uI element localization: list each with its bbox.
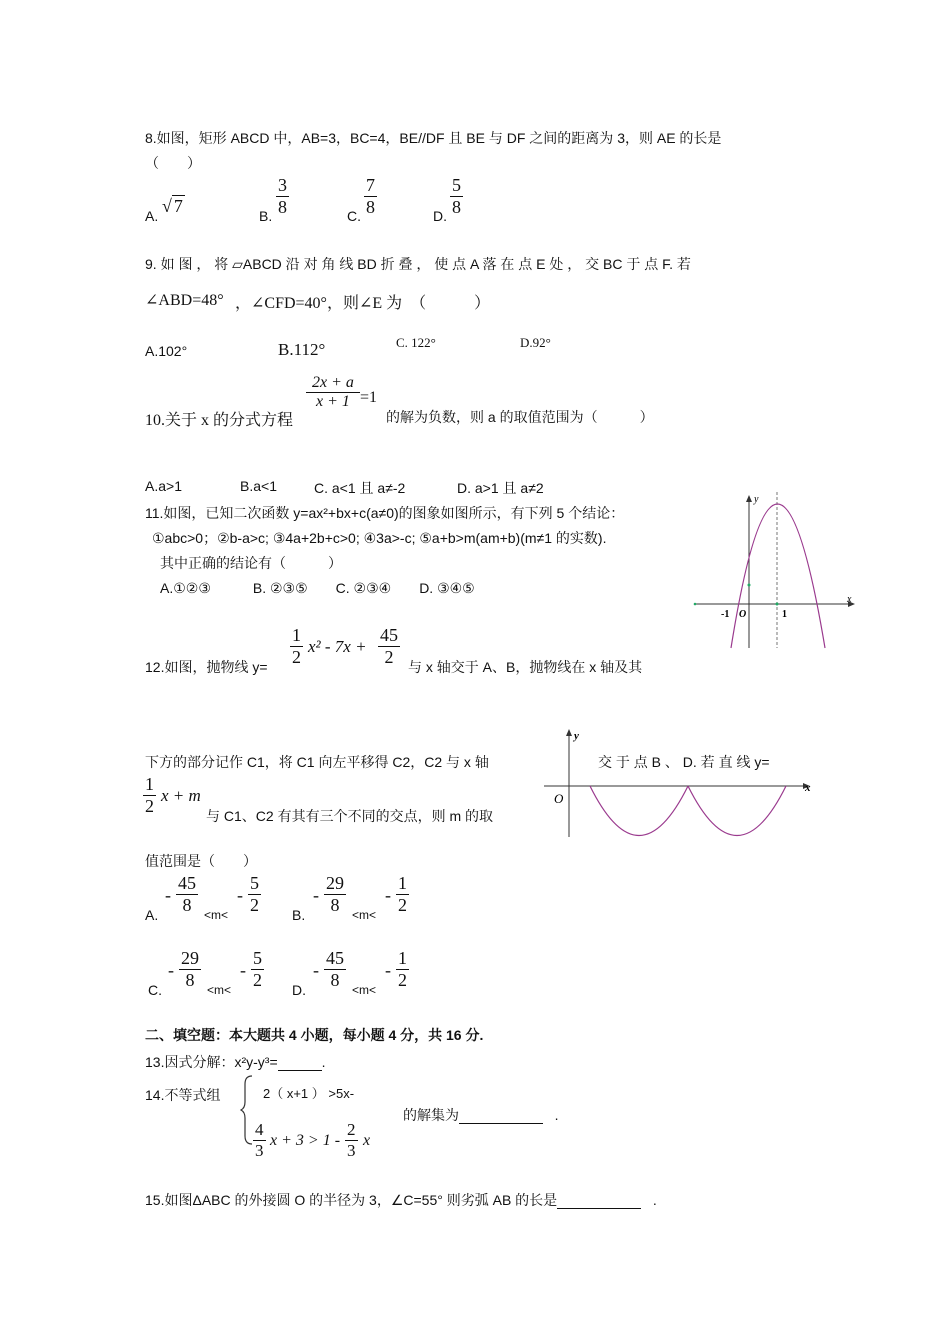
sqrt-sign: √ xyxy=(162,196,172,216)
q8-option-d-fraction xyxy=(450,175,463,217)
q12-line3: 与 C1、C2 有其有三个不同的交点，则 m 的取 xyxy=(206,808,494,824)
q12-option-c-minus2: - xyxy=(240,960,246,980)
q8-option-c-label: C. xyxy=(347,208,361,224)
q8-option-a-label: A. xyxy=(145,208,159,224)
q12-line-expression: x + m xyxy=(161,786,201,805)
q8-option-a-value xyxy=(162,196,185,217)
q8-option-b-label: B. xyxy=(259,208,273,224)
denominator: 8 xyxy=(176,894,198,916)
q14-suffix xyxy=(403,1105,559,1125)
denominator: 8 xyxy=(179,969,201,991)
denominator: 3 xyxy=(255,1140,264,1160)
denominator: 8 xyxy=(324,969,346,991)
q9-option-d: D.92° xyxy=(520,335,551,350)
parabola-curve xyxy=(731,504,825,648)
denominator: 8 xyxy=(452,196,461,217)
q15-period: . xyxy=(652,1192,657,1208)
q14-period: . xyxy=(554,1107,559,1123)
denominator: 3 xyxy=(347,1140,356,1160)
q10-option-c: C. a<1 且 a≠-2 xyxy=(314,480,406,496)
q12-option-d-ineq: <m< xyxy=(352,983,377,997)
q11-options: A.①②③ B. ②③⑤ C. ②③④ D. ③④⑤ xyxy=(160,580,475,596)
numerator: 1 xyxy=(398,873,407,893)
q9-angle-abd: ∠ABD=48° xyxy=(145,292,224,309)
q12-option-c-frac2 xyxy=(251,948,264,990)
q11-stem: 11.如图，已知二次函数 y=ax²+bx+c(a≠0)的图象如图所示，有下列 5 个结论： xyxy=(145,505,625,521)
q12-option-c-minus1: - xyxy=(168,960,174,980)
q15-answer-blank[interactable] xyxy=(557,1192,641,1209)
denominator: 2 xyxy=(378,646,400,668)
q12-coef-fraction xyxy=(290,625,303,667)
numerator: 2 xyxy=(347,1120,356,1139)
y-axis-arrow xyxy=(566,729,572,736)
q14-inequality-1: 2（ x+1 ） >5x- xyxy=(263,1086,355,1101)
q8-stem: 8.如图，矩形 ABCD 中，AB=3，BC=4，BE//DF 且 BE 与 DF 之间的距离为 3，则 AE 的长是 xyxy=(145,130,722,146)
numerator: 4 xyxy=(255,1120,264,1139)
y-axis-label: y xyxy=(754,494,759,505)
q12-parabola-graph xyxy=(540,725,820,840)
q14-prefix: 14.不等式组 xyxy=(145,1087,221,1103)
q11-parabola-graph xyxy=(690,490,860,650)
one-label: 1 xyxy=(782,609,787,620)
numerator: 7 xyxy=(366,175,375,195)
numerator: 45 xyxy=(326,948,344,968)
q12-option-a-label: A. xyxy=(145,907,159,923)
q14-suffix-text: 的解集为 xyxy=(403,1107,459,1123)
q10-prefix: 10.关于 x 的分式方程 xyxy=(145,412,294,429)
q12-option-d-label: D. xyxy=(292,982,306,998)
denominator: 2 xyxy=(292,646,301,667)
q10-fraction xyxy=(306,374,360,412)
section-two-title: 二、填空题：本大题共 4 小题，每小题 4 分，共 16 分. xyxy=(145,1027,484,1043)
denominator: 2 xyxy=(253,969,262,990)
numerator: 2x + a xyxy=(312,374,354,391)
q14-frac1 xyxy=(253,1120,266,1160)
q12-option-a-minus1: - xyxy=(165,885,171,905)
q10-equals: =1 xyxy=(360,389,378,406)
curve-c2 xyxy=(590,786,688,836)
q12-line-fraction xyxy=(143,774,156,816)
numerator: 45 xyxy=(380,625,398,645)
numerator: 1 xyxy=(292,625,301,645)
q10-option-a: A.a>1 xyxy=(145,478,182,494)
q13-stem xyxy=(145,1052,326,1072)
q8-option-d-label: D. xyxy=(433,208,447,224)
brace-path xyxy=(241,1076,252,1144)
q12-option-d-minus1: - xyxy=(313,960,319,980)
q12-option-a-minus2: - xyxy=(237,885,243,905)
q13-text: 13.因式分解：x²y-y³= xyxy=(145,1054,278,1070)
q14-var: x xyxy=(363,1132,371,1149)
denominator: 2 xyxy=(250,894,259,915)
q14-frac2 xyxy=(345,1120,358,1160)
q12-line2: 下方的部分记作 C1，将 C1 向左平移得 C2，C2 与 x 轴 xyxy=(145,754,489,770)
y-axis-arrow xyxy=(746,495,752,502)
numerator: 29 xyxy=(181,948,199,968)
q11-conclusions: ①abc>0；②b-a>c; ③4a+2b+c>0; ④3a>-c; ⑤a+b>m(am+b)(m≠1 的实数). xyxy=(152,530,607,546)
q12-option-d-frac2 xyxy=(396,948,409,990)
curve-c1 xyxy=(688,786,786,836)
q10-option-d: D. a>1 且 a≠2 xyxy=(457,480,544,496)
q9-condition: ，∠CFD=40°，则∠E 为 （ ） xyxy=(235,295,491,312)
origin-label: O xyxy=(554,791,564,806)
numerator: 3 xyxy=(278,175,287,195)
q13-period: . xyxy=(321,1054,326,1070)
q12-const-fraction xyxy=(378,625,400,667)
sqrt-radicand: 7 xyxy=(173,196,183,216)
q12-option-d-frac1 xyxy=(324,948,346,990)
q12-option-b-minus1: - xyxy=(313,885,319,905)
q12-option-b-label: B. xyxy=(292,907,306,923)
q12-option-a-frac1 xyxy=(176,873,198,915)
q12-line2b: 交 于 点 B 、 D. 若 直 线 y= xyxy=(598,754,770,770)
denominator: 2 xyxy=(398,894,407,915)
q12-option-c-label: C. xyxy=(148,982,162,998)
q15-stem xyxy=(145,1190,657,1210)
q10-suffix: 的解为负数，则 a 的取值范围为（ ） xyxy=(386,409,654,425)
q8-option-c-fraction xyxy=(364,175,377,217)
q12-option-b-frac2 xyxy=(396,873,409,915)
denominator: 2 xyxy=(398,969,407,990)
q9-stem: 9. 如 图 ， 将 ▱ABCD 沿 对 角 线 BD 折 叠 ， 使 点 A 落 在 点 E 处 ， 交 BC 于 点 F. 若 xyxy=(145,256,691,272)
numerator: 29 xyxy=(326,873,344,893)
x-axis-label: x xyxy=(847,594,852,605)
x-axis-label: x xyxy=(805,782,811,794)
q12-option-b-frac1 xyxy=(324,873,346,915)
q12-line4: 值范围是（ ） xyxy=(145,853,257,869)
q10-option-b: B.a<1 xyxy=(240,478,277,494)
q9-option-c: C. 122° xyxy=(396,335,436,350)
origin-label: O xyxy=(739,609,747,620)
y-axis-label: y xyxy=(574,730,579,742)
y-intercept-point xyxy=(748,584,751,587)
axis-point xyxy=(694,603,697,606)
denominator: 8 xyxy=(324,894,346,916)
numerator: 5 xyxy=(452,175,461,195)
q12-option-c-ineq: <m< xyxy=(207,983,232,997)
q14-answer-blank[interactable] xyxy=(459,1107,543,1124)
q12-expression: x² - 7x + xyxy=(308,637,367,656)
denominator: 8 xyxy=(366,196,375,217)
q12-option-a-ineq: <m< xyxy=(204,908,229,922)
q12-suffix: 与 x 轴交于 A、B，抛物线在 x 轴及其 xyxy=(408,659,643,675)
denominator: x + 1 xyxy=(306,392,360,411)
numerator: 1 xyxy=(145,774,154,794)
numerator: 45 xyxy=(178,873,196,893)
q12-option-a-frac2 xyxy=(248,873,261,915)
numerator: 5 xyxy=(253,948,262,968)
q9-option-a: A.102° xyxy=(145,343,188,359)
q12-prefix: 12.如图，抛物线 y= xyxy=(145,659,268,675)
q12-option-b-ineq: <m< xyxy=(352,908,377,922)
q8-option-b-fraction xyxy=(276,175,289,217)
denominator: 2 xyxy=(145,795,154,816)
vertex-foot-point xyxy=(776,603,779,606)
numerator: 1 xyxy=(398,948,407,968)
q13-answer-blank[interactable] xyxy=(278,1054,322,1071)
neg-one-label: -1 xyxy=(721,609,730,620)
denominator: 8 xyxy=(278,196,287,217)
numerator: 5 xyxy=(250,873,259,893)
q15-text: 15.如图ΔABC 的外接圆 O 的半径为 3，∠C=55° 则劣弧 AB 的长是 xyxy=(145,1192,558,1208)
q11-question: 其中正确的结论有（ ） xyxy=(160,555,342,571)
q9-option-b: B.112° xyxy=(278,340,326,359)
q12-option-b-minus2: - xyxy=(385,885,391,905)
q14-inequality-2: x + 3 > 1 - xyxy=(270,1132,341,1149)
q12-option-d-minus2: - xyxy=(385,960,391,980)
q8-paren: （ ） xyxy=(145,155,201,171)
q12-option-c-frac1 xyxy=(179,948,201,990)
